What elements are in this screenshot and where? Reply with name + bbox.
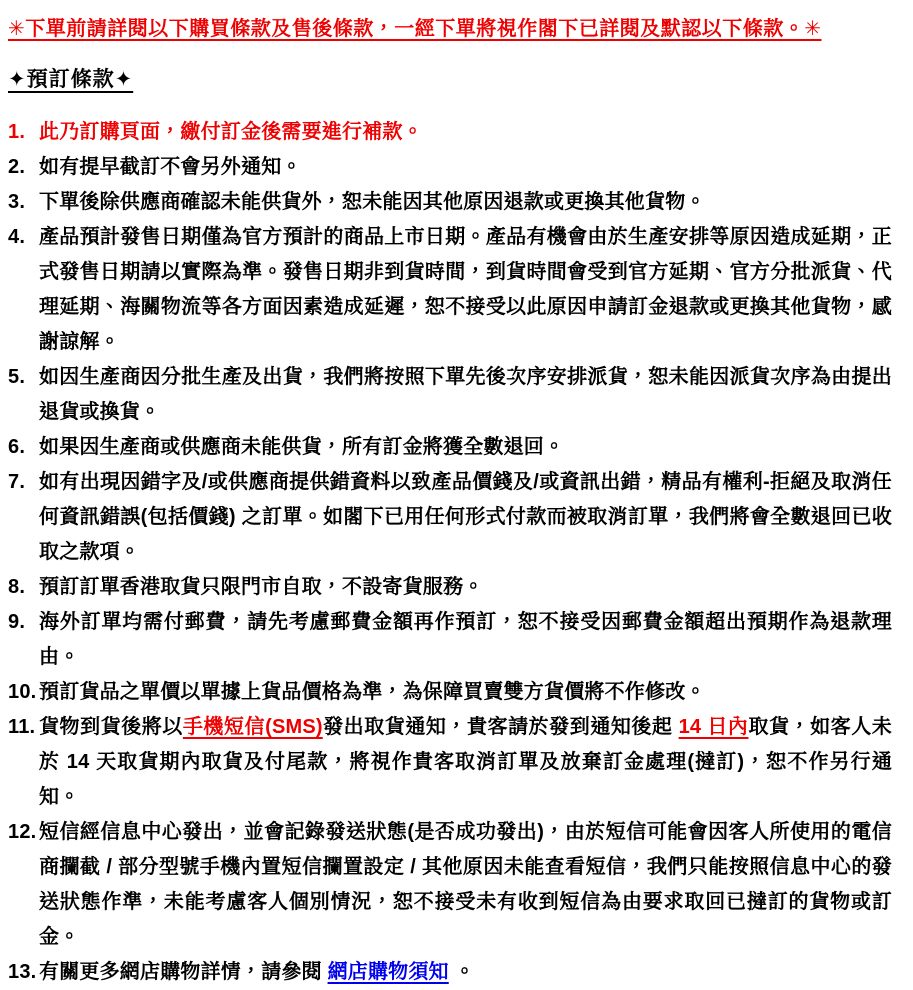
- term-number: 11.: [8, 716, 36, 738]
- term-segment: 產品預計發售日期僅為官方預計的商品上市日期。產品有機會由於生產安排等原因造成延期，正式發售日期請以實際為準。發售日期非到貨時間，到貨時間會受到官方延期、官方分批派貨、代理延期、海關物流等各方面因素造成延遲，恕不接受以此原因申請訂金退款或更換其他貨物，感謝諒解。: [39, 226, 892, 353]
- term-number: 2.: [8, 156, 26, 178]
- term-segment: 如因生產商因分批生產及出貨，我們將按照下單先後次序安排派貨，恕未能因派貨次序為由提出退貨或換貨。: [39, 366, 892, 423]
- term-item: [8, 150, 892, 185]
- term-text: [39, 226, 892, 353]
- term-text: [39, 436, 564, 458]
- term-number: 13.: [8, 961, 37, 983]
- term-item: [8, 675, 892, 710]
- term-item: [8, 955, 892, 990]
- term-segment: 有關更多網店購物詳情，請參閱: [39, 961, 328, 983]
- term-segment: 預訂貨品之單價以單據上貨品價格為準，為保障買賣雙方貨價將不作修改。: [39, 681, 706, 703]
- term-item: [8, 360, 892, 430]
- term-text: [39, 681, 706, 703]
- preorder-terms-heading: ✦預訂條款✦: [8, 68, 134, 91]
- term-text: [39, 191, 706, 213]
- term-text: [39, 156, 302, 178]
- term-item: [8, 710, 892, 815]
- term-number: 5.: [8, 366, 26, 388]
- term-text: [39, 611, 892, 668]
- term-text: [39, 366, 892, 423]
- term-item: [8, 185, 892, 220]
- term-segment: 。: [448, 961, 475, 983]
- term-number: 9.: [8, 611, 26, 633]
- term-text: [39, 576, 483, 598]
- term-segment: 海外訂單均需付郵費，請先考慮郵費金額再作預訂，恕不接受因郵費金額超出預期作為退款理由。: [39, 611, 892, 668]
- term-number: 6.: [8, 436, 26, 458]
- term-segment: 此乃訂購頁面，繳付訂金後需要進行補款。: [39, 121, 423, 143]
- term-number: 7.: [8, 471, 26, 493]
- term-number: 8.: [8, 576, 26, 598]
- term-segment: 如果因生產商或供應商未能供貨，所有訂金將獲全數退回。: [39, 436, 565, 458]
- term-number: 3.: [8, 191, 26, 213]
- term-number: 12.: [8, 821, 37, 843]
- term-text: [39, 471, 892, 563]
- term-number: 4.: [8, 226, 26, 248]
- term-item: [8, 220, 892, 360]
- term-text: [39, 961, 475, 983]
- highlight-red-underline: 14 日內: [678, 716, 749, 738]
- term-text: [39, 121, 423, 143]
- term-segment: 預訂訂單香港取貨只限門市自取，不設寄貨服務。: [39, 576, 484, 598]
- term-item: [8, 605, 892, 675]
- term-item: [8, 815, 892, 955]
- term-item: [8, 115, 892, 150]
- term-item: [8, 570, 892, 605]
- term-segment: 下單後除供應商確認未能供貨外，恕未能因其他原因退款或更換其他貨物。: [39, 191, 706, 213]
- terms-list: [8, 115, 892, 990]
- term-item: [8, 465, 892, 570]
- term-segment: 如有提早截訂不會另外通知。: [39, 156, 302, 178]
- term-number: 10.: [8, 681, 37, 703]
- shop-guide-link[interactable]: 網店購物須知: [327, 961, 449, 983]
- term-segment: 發出取貨通知，貴客請於發到通知後起: [322, 716, 679, 738]
- term-number: 1.: [8, 121, 26, 143]
- term-segment: 如有出現因錯字及/或供應商提供錯資料以致產品價錢及/或資訊出錯，精品有權利-拒絕及取消任何資訊錯誤(包括價錢) 之訂單。如閣下已用任何形式付款而被取消訂單，我們將會全數退回已收取之款項。: [39, 471, 892, 563]
- purchase-terms-notice: ✳下單前請詳閱以下購買條款及售後條款，一經下單將視作閣下已詳閱及默認以下條款。✳: [8, 18, 822, 40]
- highlight-red-underline: 手機短信(SMS): [182, 716, 323, 738]
- term-text: [39, 716, 892, 808]
- term-segment: 取貨，如客人未於 14 天取貨期內取貨及付尾款，將視作貴客取消訂單及放棄訂金處理(撻訂)，恕不作另行通知。: [39, 716, 892, 808]
- term-segment: 短信經信息中心發出，並會記錄發送狀態(是否成功發出)，由於短信可能會因客人所使用的電信商攔截 / 部分型號手機內置短信攔置設定 / 其他原因未能查看短信，我們只能按照信息中心的發送狀態作準，未能考慮客人個別情況，恕不接受未有收到短信為由要求取回已撻訂的貨物或訂金。: [39, 821, 892, 948]
- term-text: [39, 821, 892, 948]
- term-item: [8, 430, 892, 465]
- term-segment: 貨物到貨後將以: [39, 716, 183, 738]
